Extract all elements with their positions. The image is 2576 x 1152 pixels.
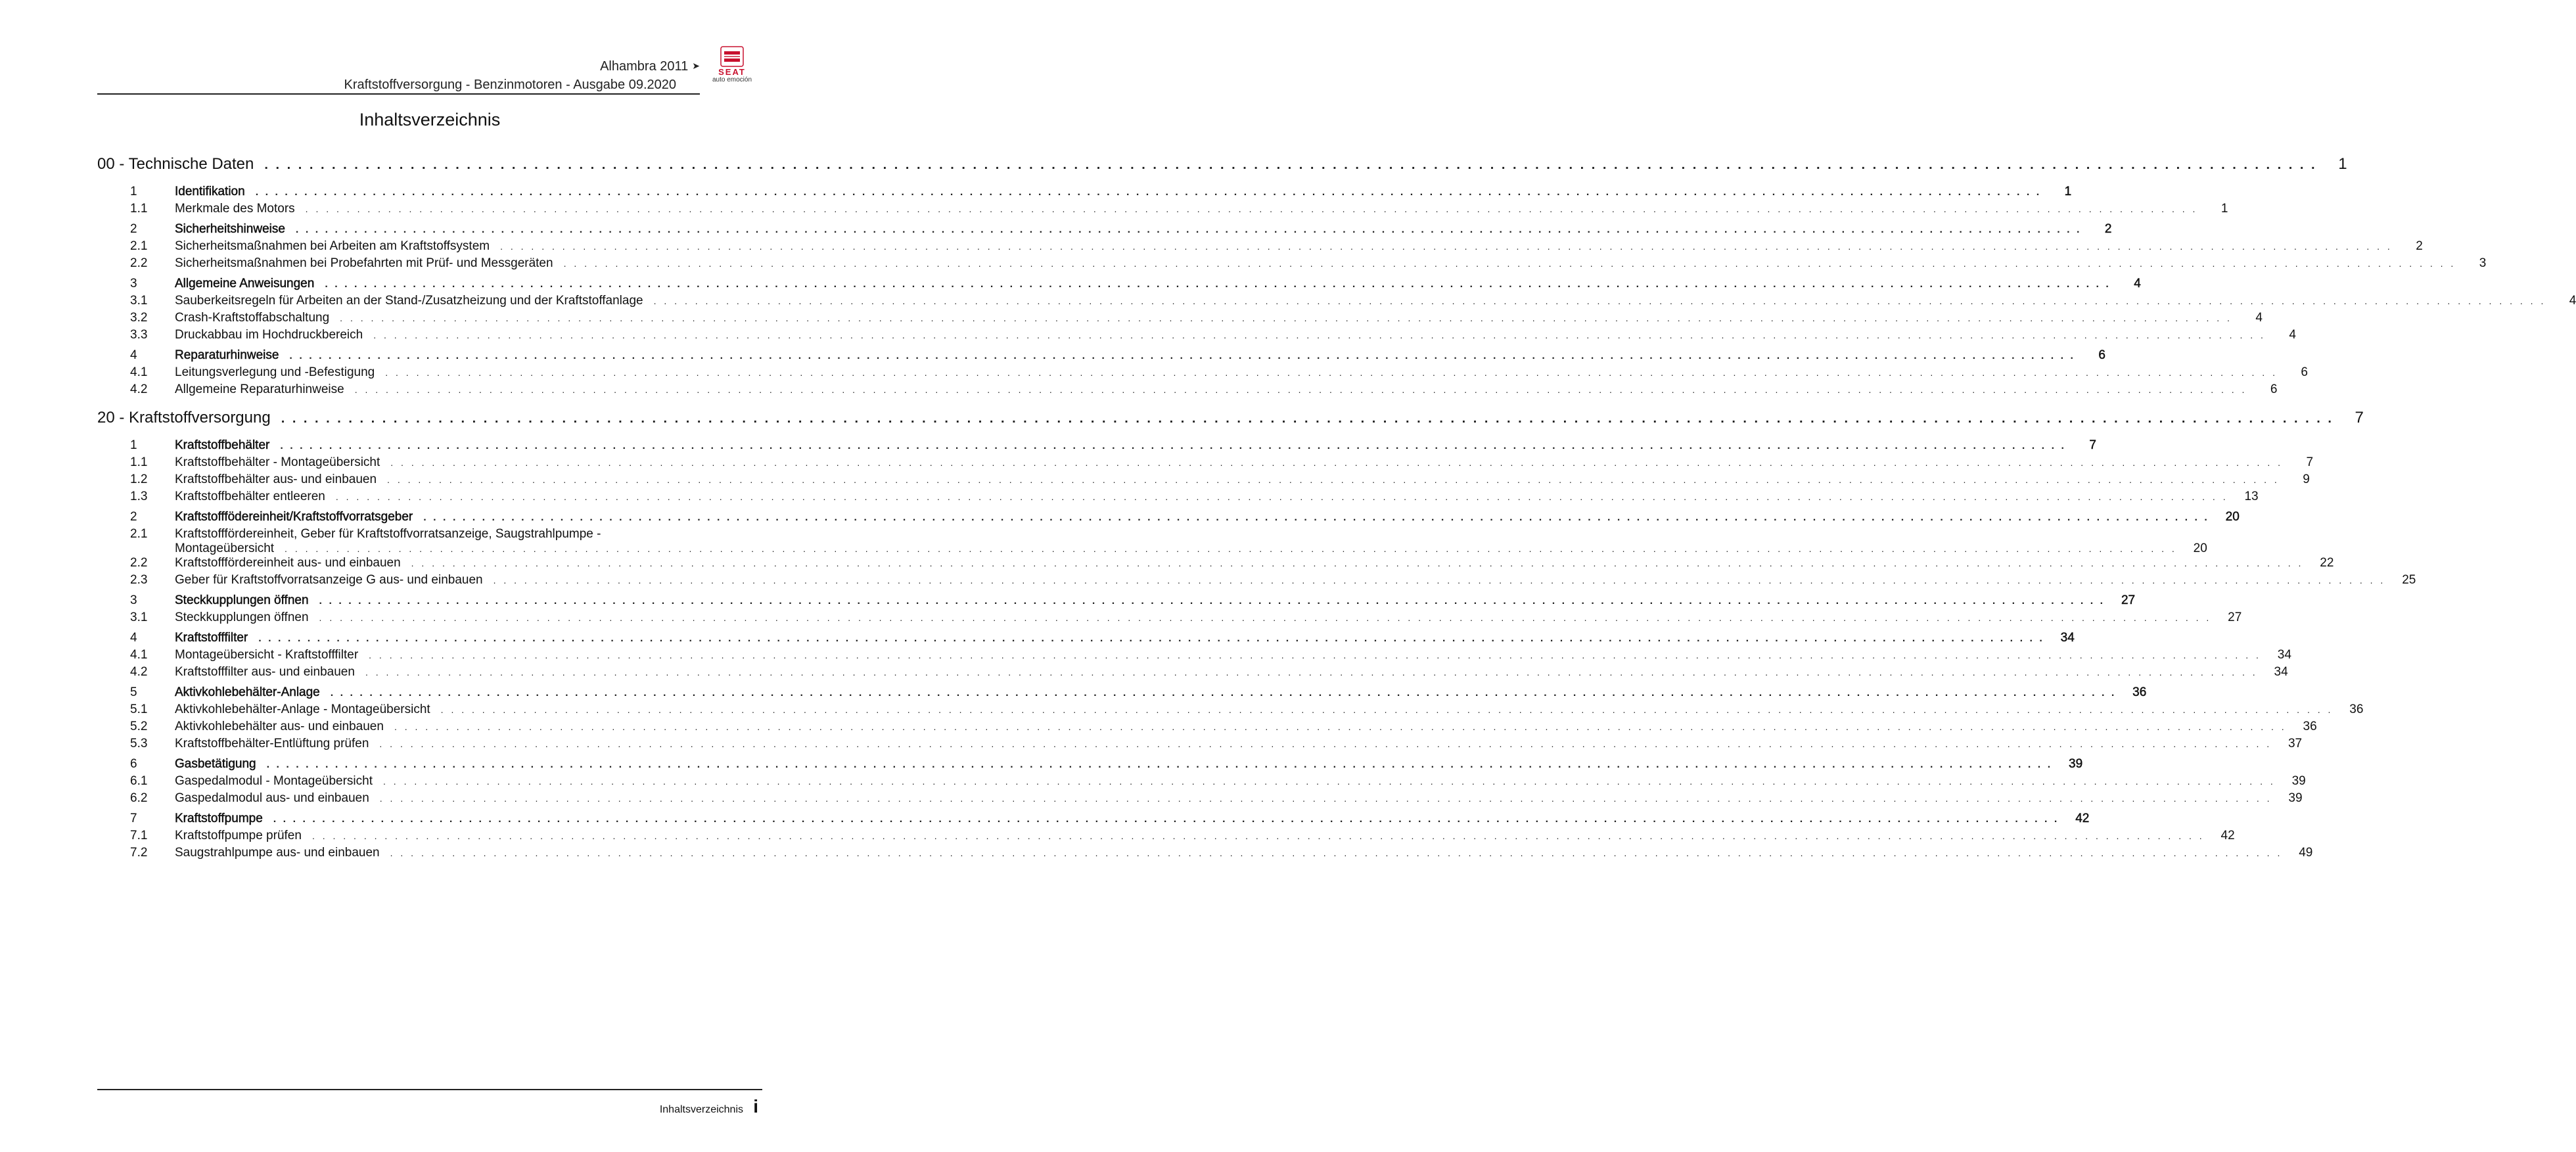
toc-subsection[interactable] [97, 472, 2310, 490]
dot-leader [319, 595, 2105, 607]
section-title[interactable]: Kraftstofffilter [175, 631, 248, 645]
subsection-number: 1.3 [130, 490, 148, 503]
subsection-title-line2[interactable]: Montageübersicht [175, 541, 275, 555]
toc-subsection[interactable] [97, 365, 2308, 382]
subsection-page: 27 [2228, 611, 2242, 624]
toc-subsection[interactable] [97, 527, 2207, 556]
section-page: 6 [2098, 348, 2105, 362]
toc-section[interactable] [97, 685, 2147, 703]
section-number: 4 [130, 631, 137, 645]
toc-section[interactable] [97, 438, 2096, 455]
toc-subsection[interactable] [97, 202, 2228, 219]
subsection-title[interactable]: Kraftstoffbehälter-Entlüftung prüfen [175, 737, 369, 750]
page-header [97, 55, 700, 96]
subsection-number: 1.1 [130, 202, 148, 216]
section-page: 39 [2069, 757, 2083, 771]
dot-leader [340, 313, 2232, 323]
chapter-title[interactable]: 20 - Kraftstoffversorgung [97, 409, 271, 426]
section-number: 4 [130, 348, 137, 362]
subsection-title[interactable]: Kraftstofffördereinheit, Geber für Kraftstoffvorratsanzeige, Saugstrahlpumpe - [175, 527, 601, 541]
subsection-number: 5.2 [130, 720, 148, 733]
dot-leader [256, 187, 2042, 198]
toc-section[interactable] [97, 222, 2112, 239]
subsection-page: 7 [2306, 455, 2314, 469]
dot-leader [380, 793, 2272, 804]
subsection-page: 39 [2291, 774, 2306, 788]
subsection-title[interactable]: Merkmale des Motors [175, 202, 295, 216]
subsection-page: 34 [2277, 648, 2291, 662]
dot-leader [331, 687, 2117, 699]
section-number: 3 [130, 277, 137, 290]
subsection-page: 20 [2193, 541, 2207, 555]
dot-leader [369, 650, 2261, 660]
subsection-number: 6.1 [130, 774, 148, 788]
subsection-page: 36 [2349, 703, 2364, 716]
subsection-title[interactable]: Kraftstoffbehälter entleeren [175, 490, 325, 503]
toc-subsection[interactable] [97, 665, 2288, 682]
dot-leader [312, 831, 2205, 841]
section-title[interactable]: Gasbetätigung [175, 757, 256, 771]
arrow-right-icon: ➤ [692, 60, 700, 71]
dot-leader [281, 411, 2334, 426]
dot-leader [319, 612, 2212, 623]
subsection-title[interactable]: Crash-Kraftstoffabschaltung [175, 311, 330, 325]
subsection-page: 4 [2255, 311, 2263, 325]
dot-leader [564, 258, 2456, 269]
toc-subsection[interactable] [97, 720, 2317, 737]
toc-subsection[interactable] [97, 737, 2303, 754]
subsection-page: 9 [2303, 472, 2310, 486]
toc-subsection[interactable] [97, 294, 2576, 311]
toc-section[interactable] [97, 593, 2136, 611]
subsection-page: 22 [2320, 556, 2334, 570]
subsection-page: 1 [2220, 202, 2228, 216]
toc-section[interactable] [97, 757, 2083, 774]
subsection-number: 2.2 [130, 256, 148, 270]
toc-subsection[interactable] [97, 774, 2306, 791]
subsection-title[interactable]: Aktivkohlebehälter aus- und einbauen [175, 720, 384, 733]
dot-leader [285, 543, 2177, 554]
section-title[interactable]: Identifikation [175, 185, 245, 198]
subsection-title[interactable]: Leitungsverlegung und -Befestigung [175, 365, 375, 379]
section-title[interactable]: Aktivkohlebehälter-Anlage [175, 685, 320, 699]
dot-leader [336, 492, 2228, 502]
dot-leader [423, 512, 2209, 524]
toc-section[interactable] [97, 348, 2105, 365]
subsection-number: 2.1 [130, 239, 148, 253]
logo-brand: SEAT [718, 67, 746, 77]
model-title [600, 59, 700, 74]
subsection-number: 4.1 [130, 365, 148, 379]
toc-section[interactable] [97, 631, 2075, 648]
subsection-title[interactable]: Sicherheitsmaßnahmen bei Probefahrten mit Prüf- und Messgeräten [175, 256, 553, 270]
dot-leader [289, 350, 2075, 362]
subsection-number: 3.2 [130, 311, 148, 325]
subsection-title[interactable]: Montageübersicht - Kraftstofffilter [175, 648, 359, 662]
section-number: 5 [130, 685, 137, 699]
dot-leader [500, 241, 2393, 252]
section-number: 1 [130, 185, 137, 198]
footer-divider [97, 1089, 762, 1090]
toc-subsection[interactable] [97, 382, 2278, 400]
section-number: 2 [130, 510, 137, 524]
toc-subsection[interactable] [97, 256, 2487, 273]
subsection-number: 5.3 [130, 737, 148, 750]
toc-subsection[interactable] [97, 573, 2416, 590]
dot-leader [390, 457, 2283, 468]
subsection-number: 4.1 [130, 648, 148, 662]
toc-subsection[interactable] [97, 611, 2242, 628]
document-subtitle: Kraftstoffversorgung - Benzinmotoren - Ausgabe 09.2020 [344, 78, 676, 92]
section-page: 7 [2089, 438, 2096, 452]
dot-leader [385, 367, 2278, 378]
toc-subsection[interactable] [97, 829, 2235, 846]
section-page: 1 [2064, 185, 2072, 198]
section-page: 36 [2132, 685, 2147, 699]
subsection-number: 5.1 [130, 703, 148, 716]
toc-subsection[interactable] [97, 311, 2263, 328]
dot-leader [494, 575, 2386, 586]
subsection-title[interactable]: Gaspedalmodul aus- und einbauen [175, 791, 369, 805]
dot-leader [383, 776, 2276, 787]
subsection-title[interactable]: Kraftstoffbehälter - Montageübersicht [175, 455, 380, 469]
section-page: 34 [2060, 631, 2075, 645]
dot-leader [387, 474, 2280, 485]
dot-leader [273, 814, 2059, 825]
subsection-page: 6 [2301, 365, 2308, 379]
subsection-title[interactable]: Kraftstofffilter aus- und einbauen [175, 665, 355, 679]
dot-leader [325, 279, 2111, 290]
section-title[interactable]: Kraftstoffbehälter [175, 438, 270, 452]
dot-leader [379, 739, 2272, 749]
toc-subsection[interactable] [97, 703, 2364, 720]
chapter-page: 1 [2338, 155, 2347, 173]
model-text: Alhambra 2011 [600, 59, 689, 74]
dot-leader [306, 204, 2198, 214]
section-page: 27 [2121, 593, 2136, 607]
subsection-number: 4.2 [130, 665, 148, 679]
subsection-number: 3.1 [130, 611, 148, 624]
dot-leader [394, 722, 2287, 732]
brand-logo [706, 46, 758, 87]
subsection-page: 25 [2402, 573, 2416, 587]
section-title[interactable]: Allgemeine Anweisungen [175, 277, 315, 290]
section-title[interactable]: Sicherheitshinweise [175, 222, 285, 236]
subsection-title[interactable]: Kraftstoffbehälter aus- und einbauen [175, 472, 377, 486]
subsection-number: 1.1 [130, 455, 148, 469]
table-of-contents [97, 155, 2576, 863]
subsection-number: 7.2 [130, 846, 148, 860]
chapter-page: 7 [2355, 409, 2364, 426]
toc-subsection[interactable] [97, 846, 2313, 863]
section-number: 1 [130, 438, 137, 452]
footer-page-number: i [753, 1096, 758, 1117]
subsection-title[interactable]: Geber für Kraftstoffvorratsanzeige G aus- und einbauen [175, 573, 483, 587]
section-number: 6 [130, 757, 137, 771]
dot-leader [258, 633, 2044, 645]
subsection-page: 49 [2299, 846, 2313, 860]
section-page: 2 [2104, 222, 2112, 236]
logo-slogan: auto emoción [712, 76, 752, 83]
dot-leader [365, 667, 2258, 678]
subsection-title[interactable]: Sauberkeitsregeln für Arbeiten an der Stand-/Zusatzheizung und der Kraftstoffanlage [175, 294, 643, 308]
toc-subsection[interactable] [97, 455, 2314, 472]
subsection-number: 3.3 [130, 328, 148, 342]
section-title[interactable]: Reparaturhinweise [175, 348, 279, 362]
dot-leader [296, 224, 2082, 236]
dot-leader [373, 330, 2266, 340]
subsection-number: 3.1 [130, 294, 148, 308]
subsection-page: 2 [2416, 239, 2423, 253]
subsection-page: 39 [2288, 791, 2303, 805]
subsection-page: 13 [2244, 490, 2259, 503]
section-number: 2 [130, 222, 137, 236]
section-title[interactable]: Steckkupplungen öffnen [175, 593, 309, 607]
subsection-page: 42 [2220, 829, 2235, 842]
subsection-title[interactable]: Sicherheitsmaßnahmen bei Arbeiten am Kraftstoffsystem [175, 239, 490, 253]
toc-subsection[interactable] [97, 490, 2259, 507]
subsection-title[interactable]: Allgemeine Reparaturhinweise [175, 382, 344, 396]
subsection-title-line2-row [175, 541, 2207, 556]
dot-leader [280, 440, 2066, 452]
subsection-page: 36 [2303, 720, 2317, 733]
subsection-title[interactable]: Steckkupplungen öffnen [175, 611, 309, 624]
toc-subsection[interactable] [97, 556, 2334, 573]
subsection-number: 4.2 [130, 382, 148, 396]
toc-chapter[interactable] [97, 155, 2347, 181]
subsection-page: 3 [2479, 256, 2487, 270]
subsection-number: 2.1 [130, 527, 148, 541]
page-title: Inhaltsverzeichnis [359, 110, 501, 129]
subsection-title[interactable]: Saugstrahlpumpe aus- und einbauen [175, 846, 380, 860]
chapter-title[interactable]: 00 - Technische Daten [97, 155, 254, 173]
subsection-text [175, 527, 2207, 556]
subsection-number: 2.3 [130, 573, 148, 587]
subsection-number: 6.2 [130, 791, 148, 805]
subsection-number: 1.2 [130, 472, 148, 486]
subsection-number: 7.1 [130, 829, 148, 842]
subsection-title[interactable]: Aktivkohlebehälter-Anlage - Montageübersicht [175, 703, 430, 716]
subsection-page: 37 [2288, 737, 2303, 750]
seat-logo-icon [720, 46, 744, 67]
section-number: 7 [130, 812, 137, 825]
subsection-title[interactable]: Kraftstofffördereinheit aus- und einbauen [175, 556, 401, 570]
toc-section[interactable] [97, 277, 2141, 294]
subsection-page: 4 [2289, 328, 2296, 342]
subsection-page: 4 [2569, 294, 2576, 308]
section-page: 42 [2075, 812, 2090, 825]
dot-leader [411, 558, 2304, 568]
toc-subsection[interactable] [97, 328, 2296, 345]
toc-chapter[interactable] [97, 409, 2364, 435]
section-page: 4 [2134, 277, 2141, 290]
subsection-title[interactable]: Druckabbau im Hochdruckbereich [175, 328, 363, 342]
dot-leader [390, 848, 2283, 858]
subsection-title[interactable]: Gaspedalmodul - Montageübersicht [175, 774, 373, 788]
subsection-number: 2.2 [130, 556, 148, 570]
toc-section[interactable] [97, 185, 2072, 202]
section-title[interactable]: Kraftstoffpumpe [175, 812, 263, 825]
section-page: 20 [2225, 510, 2240, 524]
footer-label: Inhaltsverzeichnis [659, 1104, 743, 1115]
section-title[interactable]: Kraftstofffödereinheit/Kraftstoffvorratsgeber [175, 510, 413, 524]
toc-subsection[interactable] [97, 648, 2291, 665]
subsection-page: 6 [2270, 382, 2278, 396]
dot-leader [267, 759, 2053, 771]
dot-leader [264, 158, 2316, 173]
header-divider [97, 93, 700, 95]
dot-leader [441, 704, 2334, 715]
subsection-page: 34 [2274, 665, 2288, 679]
section-number: 3 [130, 593, 137, 607]
toc-section[interactable] [97, 510, 2240, 527]
toc-section[interactable] [97, 812, 2090, 829]
subsection-title[interactable]: Kraftstoffpumpe prüfen [175, 829, 302, 842]
dot-leader [355, 384, 2247, 395]
toc-subsection[interactable] [97, 791, 2303, 808]
toc-subsection[interactable] [97, 239, 2423, 256]
dot-leader [654, 296, 2546, 306]
